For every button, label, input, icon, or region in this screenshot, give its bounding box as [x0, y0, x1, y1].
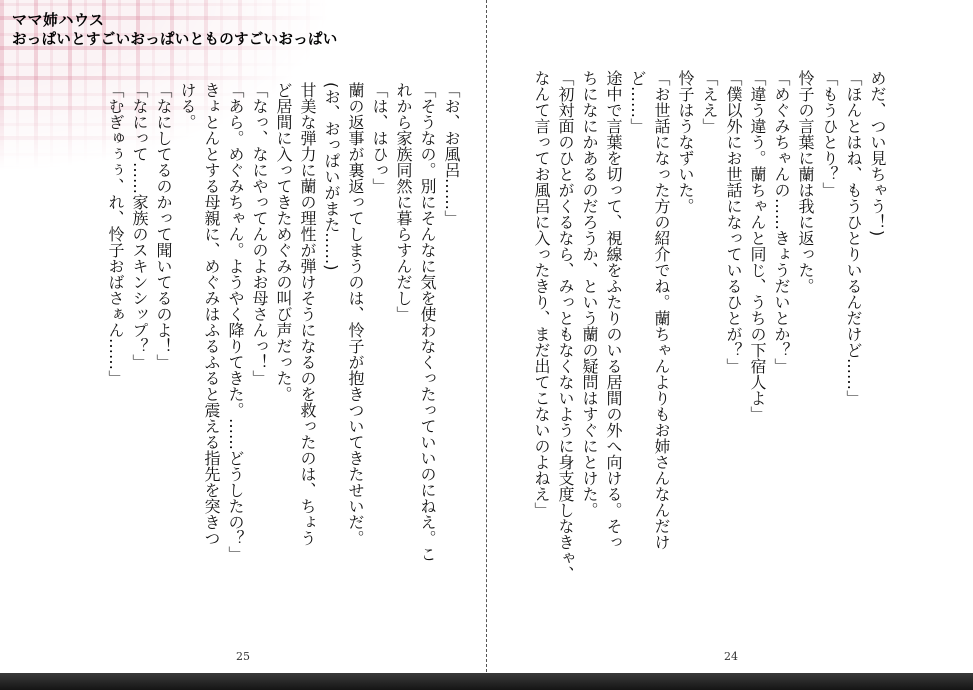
text-column: 「なっ、なにやってんのよお母さんっ！」 [250, 82, 269, 386]
text-column: 「お世話になった方の紹介でね。蘭ちゃんよりもお姉さんなんだけ [652, 70, 671, 550]
text-column: 蘭の返事が裏返ってしまうのは、怜子が抱きついてきたせいだ。 [346, 82, 365, 546]
chapter-title: おっぱいとすごいおっぱいとものすごいおっぱい [12, 32, 338, 48]
text-column: (お、おっぱいがまた……) [322, 82, 341, 271]
text-column: ど……」 [628, 70, 647, 134]
series-title: ママ姉ハウス [12, 11, 105, 29]
text-column: 「ええ」 [700, 70, 719, 134]
text-column: 「あら。めぐみちゃん。ようやく降りてきた。……どうしたの？」 [226, 82, 245, 562]
text-column: 「もうひとり？」 [820, 70, 839, 198]
text-column: 「違う違う。蘭ちゃんと同じ、うちの下宿人よ」 [748, 70, 767, 422]
text-column: 「なにって……家族のスキンシップ？」 [130, 82, 149, 370]
running-header [12, 10, 338, 50]
right-page-body [529, 70, 889, 630]
page-number-right: 24 [724, 650, 738, 663]
text-column: 怜子はうなずいた。 [676, 70, 695, 214]
text-column: 「そうなの。別にそんなに気を使わなくったっていいのにねえ。こ [418, 82, 437, 562]
text-column: 途中で言葉を切って、視線をふたりのいる居間の外へ向ける。そっ [604, 70, 623, 550]
text-column: ど居間に入ってきためぐみの叫び声だった。 [274, 82, 293, 402]
text-column: めだ、つい見ちゃう！) [868, 70, 887, 237]
gutter-divider [486, 0, 487, 672]
text-column: なんて言ってお風呂に入ったきり、まだ出てこないのよねえ」 [532, 70, 551, 518]
text-column: 「なにしてるのかって聞いてるのよ！」 [154, 82, 173, 370]
text-column: 「は、はひっ」 [370, 82, 389, 194]
page-number-left: 25 [236, 650, 250, 663]
left-page-body [103, 82, 463, 642]
right-page [488, 0, 973, 690]
text-column: 「お、お風呂……」 [442, 82, 461, 226]
text-column: 「僕以外にお世話になっているひとが？」 [724, 70, 743, 374]
text-column: 「ほんとはね、もうひとりいるんだけど……」 [844, 70, 863, 406]
text-column: 「めぐみちゃんの……きょうだいとか？」 [772, 70, 791, 374]
text-column: 「むぎゅぅぅ、れ、怜子おばさぁん……」 [106, 82, 125, 386]
text-column: れから家族同然に暮らすんだし」 [394, 82, 413, 322]
left-page [0, 0, 485, 690]
text-column: 甘美な弾力に蘭の理性が弾けそうになるのを救ったのは、ちょう [298, 82, 317, 546]
text-column: きょとんとする母親に、めぐみはふるふると震える指先を突きつ [202, 82, 221, 546]
text-column: ける。 [178, 82, 197, 130]
text-column: 怜子の言葉に蘭は我に返った。 [796, 70, 815, 294]
bottom-bar [0, 673, 973, 690]
text-column: 「初対面のひとがくるなら、みっともなくないように身支度しなきゃ、 [556, 70, 575, 582]
text-column: ちになにかあるのだろうか、という蘭の疑問はすぐにとけた。 [580, 70, 599, 518]
